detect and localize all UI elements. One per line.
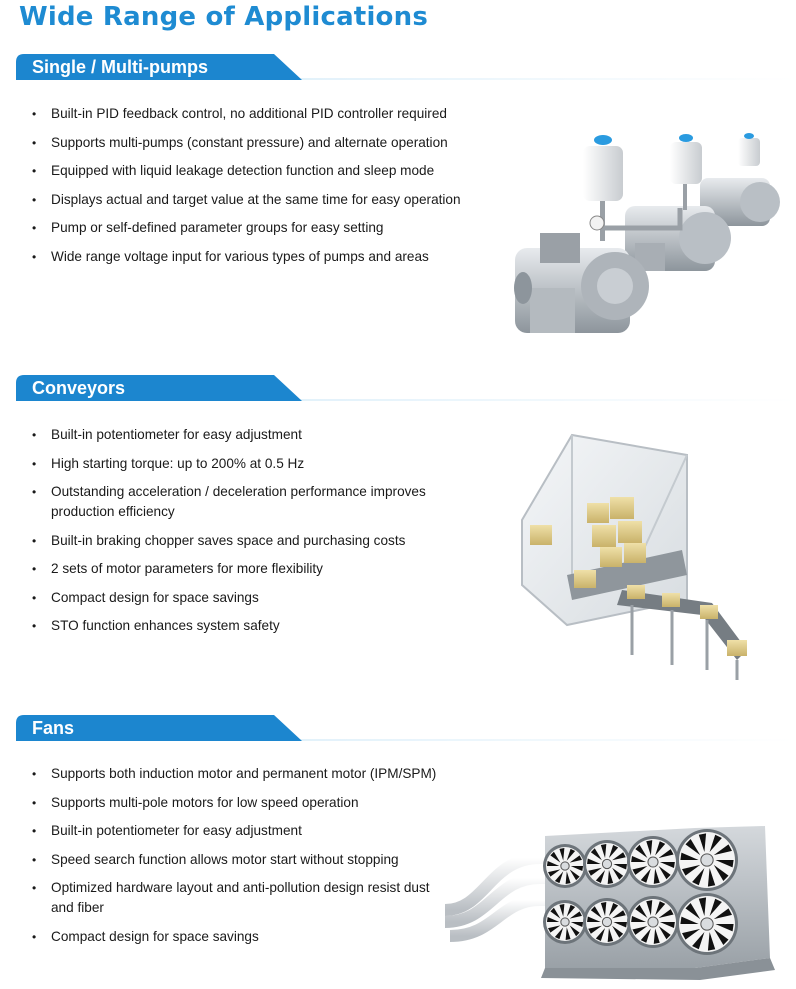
- list-item: • Compact design for space savings: [30, 927, 450, 947]
- pump-illustration: [505, 128, 790, 348]
- list-item: • Speed search function allows motor start without stopping: [30, 850, 450, 870]
- conveyors-feature-list: [30, 425, 460, 636]
- section-band-conveyors: [16, 375, 796, 401]
- list-item: • Built-in potentiometer for easy adjustment: [30, 821, 450, 841]
- section-band-shape: [16, 715, 796, 741]
- list-item: • Supports both induction motor and permanent motor (IPM/SPM): [30, 764, 450, 784]
- page-title: Wide Range of Applications: [19, 2, 428, 32]
- conveyor-illustration: [512, 425, 784, 685]
- list-item: • Wide range voltage input for various types of pumps and areas: [30, 247, 500, 267]
- section-heading: Fans: [32, 718, 75, 738]
- list-item: • Displays actual and target value at the same time for easy operation: [30, 190, 500, 210]
- list-item: • Equipped with liquid leakage detection function and sleep mode: [30, 161, 500, 181]
- list-item: • Supports multi-pumps (constant pressure) and alternate operation: [30, 133, 500, 153]
- list-item: • Compact design for space savings: [30, 588, 460, 608]
- list-item: • STO function enhances system safety: [30, 616, 460, 636]
- list-item: • Built-in braking chopper saves space and purchasing costs: [30, 531, 460, 551]
- section-band-fans: [16, 715, 796, 741]
- list-item: • Built-in potentiometer for easy adjustment: [30, 425, 460, 445]
- list-item: • High starting torque: up to 200% at 0.5 Hz: [30, 454, 460, 474]
- list-item: • Built-in PID feedback control, no additional PID controller required: [30, 104, 500, 124]
- section-heading: Single / Multi-pumps: [32, 57, 208, 77]
- pumps-feature-list: [30, 104, 500, 267]
- list-item: • 2 sets of motor parameters for more flexibility: [30, 559, 460, 579]
- list-item: • Pump or self-defined parameter groups for easy setting: [30, 218, 500, 238]
- fan-array-illustration: [445, 818, 785, 983]
- section-band-shape: [16, 375, 796, 401]
- section-band-pumps: [16, 54, 796, 80]
- list-item: • Optimized hardware layout and anti-pollution design resist dust and fiber: [30, 878, 450, 918]
- list-item: • Outstanding acceleration / deceleration performance improves production efficiency: [30, 482, 460, 522]
- section-heading: Conveyors: [32, 378, 126, 398]
- fans-feature-list: [30, 764, 450, 947]
- list-item: • Supports multi-pole motors for low speed operation: [30, 793, 450, 813]
